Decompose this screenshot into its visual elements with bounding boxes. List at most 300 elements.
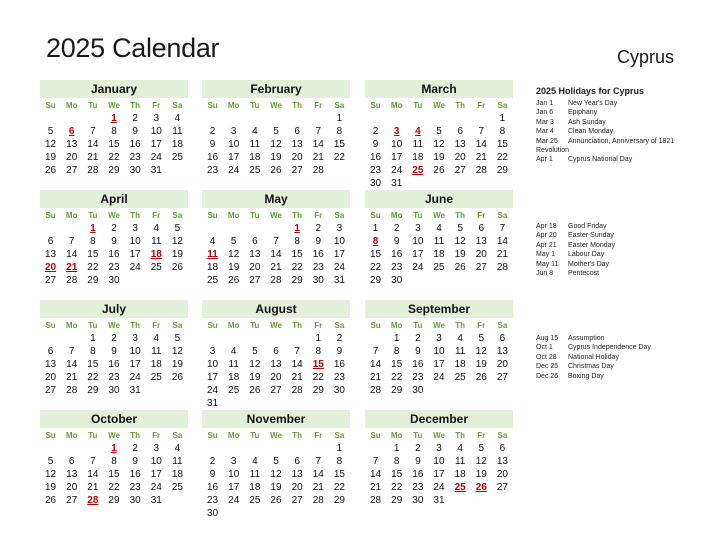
day-cell: 16 (312, 249, 324, 260)
holiday-name: National Holiday (568, 353, 619, 361)
day-cell: 3 (132, 333, 138, 344)
month-october (40, 410, 188, 507)
day-cell: 8 (499, 126, 506, 137)
weekday-label: We (433, 431, 445, 440)
holiday-day: 4 (415, 126, 421, 137)
day-cell: 27 (270, 385, 282, 396)
empty-day (223, 222, 244, 235)
day-cell: 27 (249, 275, 261, 286)
day-cell: 22 (391, 482, 403, 493)
empty-day (202, 112, 223, 125)
day-cell: 23 (129, 152, 141, 163)
day-cell: 20 (454, 152, 466, 163)
day-cell: 19 (228, 262, 240, 273)
day-cell: 13 (45, 359, 57, 370)
day-cell: 29 (87, 385, 99, 396)
empty-day (386, 112, 407, 125)
day-cell: 23 (207, 165, 219, 176)
weekday-label: Mo (227, 431, 240, 440)
day-cell: 6 (499, 333, 506, 344)
day-cell: 15 (391, 469, 403, 480)
weekday-label: Tu (250, 211, 260, 220)
empty-day (244, 222, 265, 235)
empty-day (202, 442, 223, 455)
day-cell: 15 (496, 139, 508, 150)
day-cell: 18 (454, 469, 466, 480)
empty-day (308, 442, 329, 455)
weekday-label: Fr (477, 321, 486, 330)
holiday-row (536, 137, 674, 146)
month-april (40, 190, 188, 287)
holiday-date: Apr 20 (536, 232, 557, 240)
day-cell: 16 (207, 152, 219, 163)
weekday-label: Th (130, 211, 141, 220)
day-cell: 11 (151, 236, 162, 247)
weekday-label: Th (292, 101, 303, 110)
day-cell: 11 (433, 236, 445, 247)
day-cell: 13 (496, 456, 508, 467)
holiday-name: Boxing Day (568, 372, 604, 380)
day-cell: 29 (370, 275, 382, 286)
holiday-day: 6 (68, 126, 75, 137)
day-cell: 13 (249, 249, 261, 260)
weekday-label: Fr (477, 211, 486, 220)
day-cell: 12 (45, 139, 57, 150)
day-cell: 12 (45, 469, 57, 480)
day-cell: 27 (496, 372, 508, 383)
calendar-title: 2025 Calendar (46, 33, 220, 63)
day-cell: 5 (47, 126, 54, 137)
day-cell: 16 (129, 469, 141, 480)
day-cell: 19 (171, 359, 183, 370)
holiday-name: Labour Day (568, 251, 605, 259)
day-cell: 15 (87, 359, 99, 370)
month-header: September (365, 300, 513, 318)
holiday-name: Revolution (536, 146, 570, 154)
day-cell: 26 (454, 262, 466, 273)
day-cell: 27 (45, 385, 57, 396)
day-cell: 6 (273, 346, 279, 357)
day-cell: 31 (391, 178, 403, 189)
day-cell: 3 (230, 126, 237, 137)
day-cell: 2 (315, 223, 322, 234)
weekday-label: Th (455, 431, 466, 440)
month-header: March (365, 80, 513, 98)
weekday-label: We (433, 211, 445, 220)
day-cell: 18 (433, 249, 445, 260)
day-cell: 5 (436, 126, 442, 137)
day-cell: 19 (171, 249, 183, 260)
day-cell: 5 (273, 456, 279, 467)
day-cell: 9 (132, 456, 138, 467)
empty-day (287, 112, 308, 125)
holiday-name: Christmas Day (568, 363, 614, 371)
weekday-label: We (108, 211, 120, 220)
day-cell: 1 (315, 333, 322, 344)
empty-day (365, 332, 386, 345)
day-cell: 14 (66, 359, 78, 370)
day-cell: 14 (291, 359, 303, 370)
weekday-label: We (108, 321, 120, 330)
holiday-date: Dec 26 (536, 372, 559, 380)
day-cell: 23 (108, 372, 120, 383)
empty-day (202, 332, 223, 345)
holiday-row (536, 146, 674, 155)
weekday-label: Su (45, 211, 56, 220)
day-cell: 12 (475, 456, 487, 467)
day-cell: 20 (475, 249, 487, 260)
day-cell: 11 (151, 346, 162, 357)
empty-day (428, 112, 449, 125)
day-cell: 16 (370, 152, 382, 163)
holiday-date: Oct 1 (536, 344, 553, 352)
day-cell: 21 (496, 249, 508, 260)
day-cell: 29 (108, 165, 120, 176)
weekday-label: Fr (152, 431, 161, 440)
day-cell: 13 (291, 139, 303, 150)
weekday-label: Su (207, 321, 218, 330)
day-cell: 12 (454, 236, 466, 247)
empty-day (40, 332, 61, 345)
day-cell: 16 (108, 249, 120, 260)
day-cell: 20 (291, 152, 303, 163)
holiday-day: 20 (45, 262, 57, 273)
weekday-label: Th (455, 321, 466, 330)
day-cell: 17 (412, 249, 424, 260)
day-cell: 24 (412, 262, 424, 273)
empty-day (365, 112, 386, 125)
day-cell: 8 (336, 456, 343, 467)
holiday-day: 21 (66, 262, 78, 273)
holiday-row (536, 99, 674, 108)
holiday-row (536, 108, 674, 117)
weekday-label: Mo (65, 321, 78, 330)
day-cell: 28 (270, 275, 282, 286)
month-header: January (40, 80, 188, 98)
day-cell: 26 (171, 262, 183, 273)
empty-day (450, 112, 471, 125)
empty-day (223, 442, 244, 455)
weekday-label: Su (45, 101, 56, 110)
day-cell: 2 (209, 456, 216, 467)
weekday-label: We (433, 101, 445, 110)
weekday-label: Sa (334, 101, 345, 110)
day-cell: 13 (454, 139, 466, 150)
holiday-date: Jan 1 (536, 100, 554, 107)
day-cell: 8 (315, 346, 322, 357)
day-cell: 16 (207, 482, 219, 493)
weekday-label: We (108, 101, 120, 110)
day-cell: 4 (153, 333, 160, 344)
day-cell: 2 (336, 333, 343, 344)
holiday-row (536, 269, 615, 278)
holiday-row (536, 241, 615, 250)
day-cell: 19 (475, 469, 487, 480)
holiday-date: Mar 4 (536, 128, 554, 136)
day-cell: 8 (294, 236, 300, 247)
day-cell: 8 (111, 126, 117, 137)
day-cell: 25 (171, 482, 183, 493)
day-cell: 23 (333, 372, 345, 383)
day-cell: 29 (391, 495, 403, 506)
weekday-label: Fr (152, 101, 161, 110)
day-cell: 28 (370, 385, 382, 396)
day-cell: 19 (270, 152, 282, 163)
month-august (202, 300, 350, 410)
holiday-row (536, 343, 651, 352)
weekday-label: Fr (314, 321, 323, 330)
weekday-label: Su (207, 431, 218, 440)
day-cell: 7 (478, 126, 485, 137)
day-cell: 14 (475, 139, 487, 150)
day-cell: 7 (68, 236, 75, 247)
empty-day (244, 332, 265, 345)
day-cell: 7 (372, 346, 379, 357)
day-cell: 10 (228, 139, 240, 150)
holiday-day: 3 (393, 126, 400, 137)
day-cell: 10 (412, 236, 424, 247)
weekday-label: Su (45, 321, 56, 330)
day-cell: 14 (87, 469, 99, 480)
day-cell: 3 (153, 113, 160, 124)
weekday-label: Mo (390, 101, 403, 110)
day-cell: 10 (129, 346, 141, 357)
day-cell: 6 (294, 456, 300, 467)
day-cell: 17 (150, 139, 162, 150)
day-cell: 17 (207, 372, 219, 383)
day-cell: 13 (496, 346, 508, 357)
holiday-date: Aug 15 (536, 335, 559, 342)
day-cell: 12 (171, 346, 183, 357)
day-cell: 21 (370, 482, 382, 493)
day-cell: 4 (174, 443, 181, 454)
holiday-day: 1 (90, 223, 96, 234)
day-cell: 20 (66, 152, 78, 163)
empty-day (471, 112, 492, 125)
day-cell: 20 (496, 359, 508, 370)
month-header: November (202, 410, 350, 428)
day-cell: 18 (412, 152, 424, 163)
weekday-label: Su (370, 101, 381, 110)
day-cell: 12 (433, 139, 445, 150)
empty-day (407, 112, 428, 125)
day-cell: 20 (270, 372, 282, 383)
day-cell: 5 (478, 333, 485, 344)
day-cell: 31 (207, 398, 219, 409)
day-cell: 26 (249, 385, 261, 396)
day-cell: 28 (87, 165, 99, 176)
day-cell: 17 (150, 469, 162, 480)
day-cell: 10 (433, 346, 445, 357)
month-november (202, 410, 350, 520)
day-cell: 22 (108, 152, 120, 163)
month-december (365, 410, 513, 507)
day-cell: 17 (228, 482, 240, 493)
weekday-label: We (270, 431, 282, 440)
day-cell: 29 (108, 495, 120, 506)
day-cell: 3 (230, 456, 237, 467)
day-cell: 27 (496, 482, 508, 493)
holiday-day: 15 (312, 359, 324, 370)
day-cell: 2 (415, 443, 421, 454)
month-february (202, 80, 350, 177)
weekday-label: Sa (497, 321, 508, 330)
empty-day (244, 442, 265, 455)
day-cell: 9 (132, 126, 138, 137)
day-cell: 24 (207, 385, 219, 396)
empty-day (61, 332, 82, 345)
day-cell: 6 (294, 126, 300, 137)
holiday-row (536, 362, 651, 371)
day-cell: 24 (391, 165, 403, 176)
day-cell: 28 (496, 262, 508, 273)
month-header: June (365, 190, 513, 208)
day-cell: 17 (333, 249, 345, 260)
day-cell: 24 (150, 482, 162, 493)
month-header: October (40, 410, 188, 428)
weekday-label: Th (130, 101, 141, 110)
day-cell: 13 (270, 359, 282, 370)
weekday-label: Fr (314, 211, 323, 220)
day-cell: 12 (475, 346, 487, 357)
day-cell: 30 (412, 385, 424, 396)
holiday-list-q2 (536, 222, 615, 278)
weekday-label: Fr (152, 321, 161, 330)
holiday-list-q1 (536, 86, 674, 165)
day-cell: 27 (291, 165, 303, 176)
day-cell: 7 (315, 126, 322, 137)
holiday-day: 1 (111, 443, 117, 454)
weekday-label: Th (130, 431, 141, 440)
weekday-label: Mo (65, 431, 78, 440)
empty-day (265, 332, 286, 345)
day-cell: 14 (370, 469, 382, 480)
day-cell: 13 (66, 139, 78, 150)
month-september (365, 300, 513, 397)
day-cell: 4 (230, 346, 237, 357)
day-cell: 3 (336, 223, 343, 234)
day-cell: 4 (252, 456, 258, 467)
day-cell: 6 (457, 126, 463, 137)
day-cell: 19 (45, 482, 57, 493)
day-cell: 4 (252, 126, 258, 137)
month-header: May (202, 190, 350, 208)
day-cell: 23 (412, 372, 424, 383)
day-cell: 18 (207, 262, 219, 273)
holiday-date: Apr 18 (536, 223, 557, 230)
day-cell: 10 (433, 456, 445, 467)
day-cell: 7 (273, 236, 279, 247)
day-cell: 21 (370, 372, 382, 383)
day-cell: 25 (150, 262, 162, 273)
day-cell: 18 (150, 359, 162, 370)
day-cell: 4 (174, 113, 181, 124)
day-cell: 18 (228, 372, 240, 383)
day-cell: 21 (312, 152, 324, 163)
day-cell: 25 (454, 372, 466, 383)
weekday-label: Mo (227, 321, 240, 330)
weekday-label: Sa (172, 321, 183, 330)
day-cell: 27 (291, 495, 303, 506)
day-cell: 3 (436, 333, 442, 344)
day-cell: 4 (209, 236, 216, 247)
day-cell: 22 (333, 152, 345, 163)
holiday-name: Clean Monday (568, 128, 614, 136)
day-cell: 23 (412, 482, 424, 493)
weekday-label: Su (370, 211, 381, 220)
weekday-label: Th (130, 321, 141, 330)
holiday-name: Epiphany (568, 109, 598, 117)
day-cell: 7 (90, 456, 96, 467)
day-cell: 26 (270, 495, 282, 506)
month-header: April (40, 190, 188, 208)
day-cell: 17 (129, 249, 141, 260)
day-cell: 15 (333, 139, 345, 150)
weekday-label: Tu (250, 321, 260, 330)
day-cell: 3 (415, 223, 421, 234)
day-cell: 23 (370, 165, 382, 176)
holiday-list-q3 (536, 334, 651, 381)
holiday-day: 25 (454, 482, 466, 493)
day-cell: 16 (108, 359, 120, 370)
empty-day (265, 442, 286, 455)
day-cell: 30 (412, 495, 424, 506)
day-cell: 14 (496, 236, 508, 247)
day-cell: 21 (475, 152, 487, 163)
day-cell: 1 (336, 443, 343, 454)
day-cell: 29 (87, 275, 99, 286)
holiday-row (536, 260, 615, 269)
day-cell: 22 (391, 372, 403, 383)
weekday-label: Mo (65, 101, 78, 110)
day-cell: 14 (312, 469, 324, 480)
weekday-label: Mo (227, 211, 240, 220)
holiday-day: 25 (412, 165, 424, 176)
day-cell: 19 (45, 152, 57, 163)
day-cell: 14 (66, 249, 78, 260)
month-january (40, 80, 188, 177)
weekday-label: Tu (88, 321, 98, 330)
day-cell: 25 (249, 165, 261, 176)
weekday-label: Mo (65, 211, 78, 220)
day-cell: 6 (478, 223, 485, 234)
day-cell: 20 (496, 469, 508, 480)
day-cell: 29 (496, 165, 508, 176)
weekday-label: Tu (413, 101, 423, 110)
weekday-label: Sa (172, 431, 183, 440)
day-cell: 28 (66, 275, 78, 286)
month-march (365, 80, 513, 190)
weekday-label: Sa (172, 101, 183, 110)
day-cell: 16 (412, 359, 424, 370)
holiday-name: Mother's Day (568, 260, 610, 268)
holiday-date: Dec 25 (536, 363, 559, 371)
day-cell: 9 (111, 236, 117, 247)
day-cell: 10 (391, 139, 403, 150)
day-cell: 22 (312, 372, 324, 383)
day-cell: 27 (66, 165, 78, 176)
day-cell: 11 (172, 456, 183, 467)
day-cell: 8 (393, 346, 400, 357)
day-cell: 31 (150, 495, 162, 506)
holiday-date: May 11 (536, 260, 559, 268)
holiday-row (536, 222, 615, 231)
day-cell: 1 (336, 113, 343, 124)
weekday-label: Th (292, 431, 303, 440)
holiday-date: Oct 28 (536, 353, 557, 361)
weekday-label: Fr (152, 211, 161, 220)
day-cell: 30 (108, 385, 120, 396)
